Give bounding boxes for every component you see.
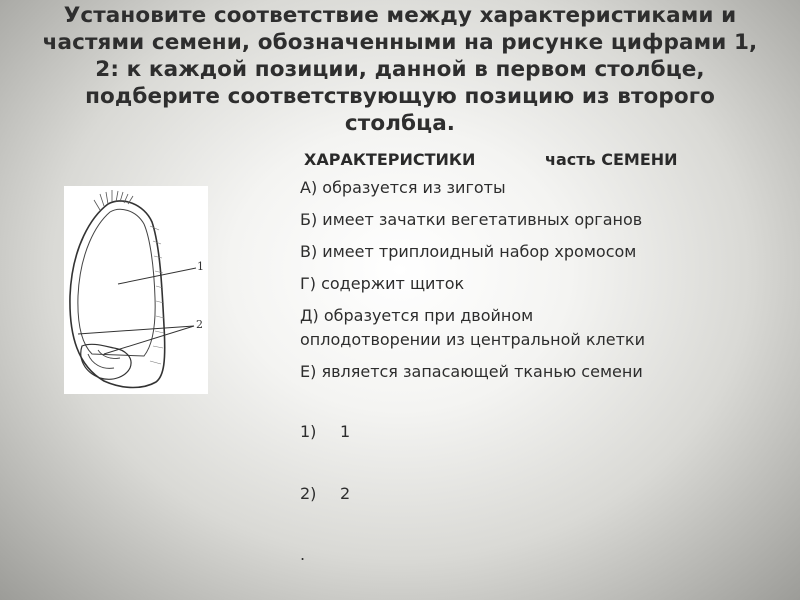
header-seed-part: часть СЕМЕНИ [545, 150, 678, 169]
answer-value: 2 [340, 484, 351, 503]
list-item: В) имеет триплоидный набор хромосом [300, 242, 637, 261]
header-characteristics: ХАРАКТЕРИСТИКИ [304, 150, 476, 169]
wheat-seed-diagram [64, 186, 208, 394]
list-item: Е) является запасающей тканью семени [300, 362, 643, 381]
answer-number: 1) [300, 422, 317, 441]
slide-title: Установите соответствие между характеристиками и частями семени, обозначенными на рисунке цифрами 1, 2: к каждой позиции, данной в первом столбце, подберите соответствующую позицию из второго столбца. [42, 3, 758, 136]
list-item: Г) содержит щиток [300, 274, 465, 293]
answer-value: 1 [340, 422, 351, 441]
list-item: Б) имеет зачатки вегетативных органов [300, 210, 643, 229]
figure-label-1: 1 [197, 260, 204, 273]
seed-figure [64, 186, 208, 394]
answer-number: . [300, 545, 306, 564]
answer-number: 2) [300, 484, 317, 503]
list-item: Д) образуется при двойном [300, 306, 534, 325]
figure-label-2: 2 [196, 318, 203, 331]
table-header [304, 150, 724, 172]
list-item: А) образуется из зиготы [300, 178, 506, 197]
list-item: оплодотворении из центральной клетки [300, 330, 645, 349]
